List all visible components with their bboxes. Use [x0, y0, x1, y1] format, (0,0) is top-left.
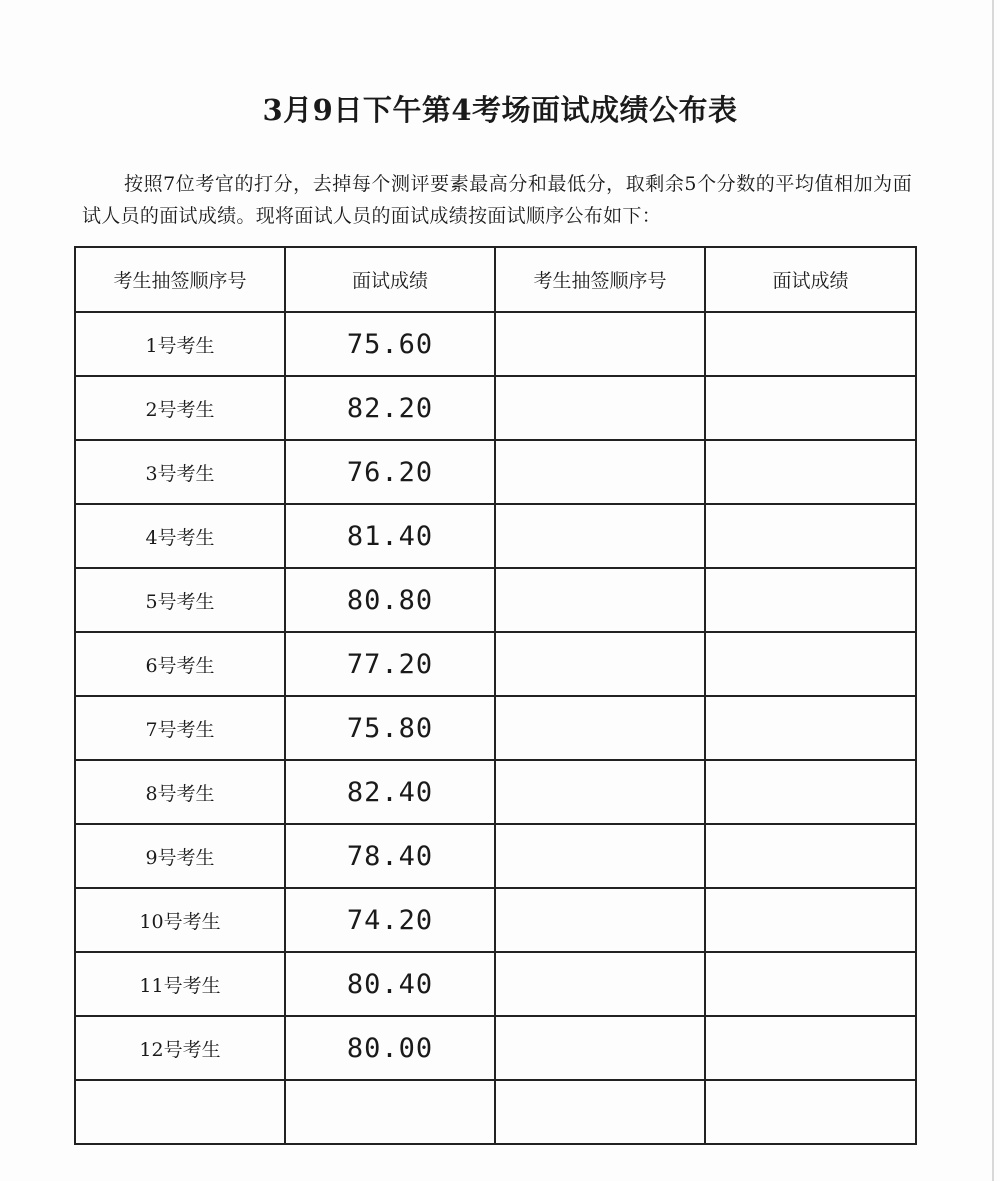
- candidate-cell: 6号考生: [75, 632, 285, 696]
- table-row: [75, 504, 916, 568]
- empty-cell: [705, 888, 916, 952]
- score-cell: 75.80: [285, 696, 495, 760]
- score-cell: 78.40: [285, 824, 495, 888]
- table-row: [75, 440, 916, 504]
- score-cell: 76.20: [285, 440, 495, 504]
- table-row: [75, 1016, 916, 1080]
- intro-paragraph: 按照7位考官的打分，去掉每个测评要素最高分和最低分，取剩余5个分数的平均值相加为面试人员的面试成绩。现将面试人员的面试成绩按面试顺序公布如下：: [82, 173, 912, 227]
- empty-cell: [495, 952, 705, 1016]
- table-row: [75, 312, 916, 376]
- empty-cell: [495, 1080, 705, 1144]
- empty-cell: [705, 1016, 916, 1080]
- candidate-cell: 10号考生: [75, 888, 285, 952]
- table-row: [75, 376, 916, 440]
- header-candidate-right: 考生抽签顺序号: [495, 247, 705, 312]
- candidate-cell: 9号考生: [75, 824, 285, 888]
- score-table: [74, 246, 917, 1145]
- table-row: [75, 632, 916, 696]
- table-row: [75, 888, 916, 952]
- scan-edge: [992, 0, 994, 1181]
- candidate-cell: 4号考生: [75, 504, 285, 568]
- score-cell: [285, 1080, 495, 1144]
- table-row: [75, 824, 916, 888]
- empty-cell: [495, 568, 705, 632]
- empty-cell: [495, 888, 705, 952]
- header-score-right: 面试成绩: [705, 247, 916, 312]
- score-cell: 80.00: [285, 1016, 495, 1080]
- header-candidate-left: 考生抽签顺序号: [75, 247, 285, 312]
- empty-cell: [705, 696, 916, 760]
- header-score-left: 面试成绩: [285, 247, 495, 312]
- empty-cell: [705, 376, 916, 440]
- candidate-cell: 1号考生: [75, 312, 285, 376]
- empty-cell: [495, 504, 705, 568]
- table-row: [75, 760, 916, 824]
- score-cell: 74.20: [285, 888, 495, 952]
- empty-cell: [495, 760, 705, 824]
- table-row: [75, 952, 916, 1016]
- empty-cell: [705, 952, 916, 1016]
- empty-cell: [495, 1016, 705, 1080]
- table-header-row: [75, 247, 916, 312]
- candidate-cell: 3号考生: [75, 440, 285, 504]
- candidate-cell: 12号考生: [75, 1016, 285, 1080]
- table-row: [75, 696, 916, 760]
- empty-cell: [495, 632, 705, 696]
- candidate-cell: 2号考生: [75, 376, 285, 440]
- empty-cell: [705, 760, 916, 824]
- score-cell: 80.40: [285, 952, 495, 1016]
- score-cell: 80.80: [285, 568, 495, 632]
- score-cell: 82.40: [285, 760, 495, 824]
- empty-cell: [705, 440, 916, 504]
- empty-cell: [495, 696, 705, 760]
- empty-cell: [705, 1080, 916, 1144]
- empty-cell: [705, 312, 916, 376]
- empty-cell: [705, 824, 916, 888]
- candidate-cell: [75, 1080, 285, 1144]
- empty-cell: [495, 376, 705, 440]
- empty-cell: [495, 824, 705, 888]
- empty-cell: [705, 504, 916, 568]
- candidate-cell: 5号考生: [75, 568, 285, 632]
- score-cell: 82.20: [285, 376, 495, 440]
- candidate-cell: 11号考生: [75, 952, 285, 1016]
- table-row: [75, 1080, 916, 1144]
- candidate-cell: 8号考生: [75, 760, 285, 824]
- candidate-cell: 7号考生: [75, 696, 285, 760]
- score-cell: 81.40: [285, 504, 495, 568]
- table-row: [75, 568, 916, 632]
- empty-cell: [705, 568, 916, 632]
- page-title: 3月9日下午第4考场面试成绩公布表: [262, 93, 738, 127]
- empty-cell: [495, 312, 705, 376]
- empty-cell: [705, 632, 916, 696]
- empty-cell: [495, 440, 705, 504]
- score-cell: 77.20: [285, 632, 495, 696]
- score-cell: 75.60: [285, 312, 495, 376]
